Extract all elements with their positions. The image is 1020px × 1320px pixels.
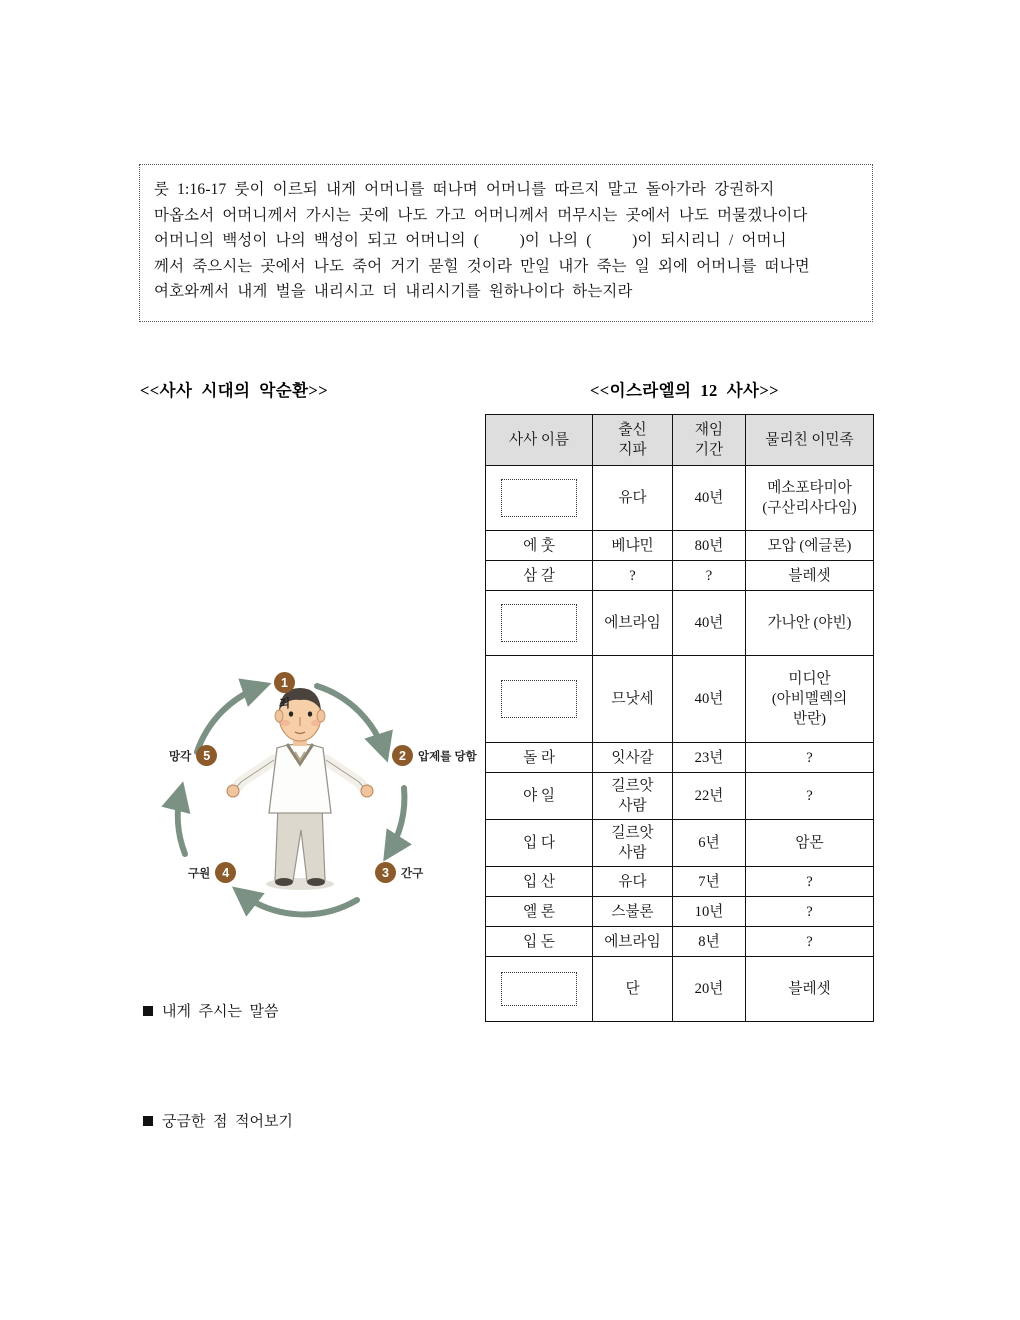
cycle-node-2[interactable] — [392, 745, 477, 766]
cell-tribe — [593, 820, 673, 867]
blank-answer-box[interactable] — [501, 604, 577, 642]
table-row — [486, 867, 874, 897]
table-row — [486, 897, 874, 927]
cycle-node-label: 죄 — [278, 698, 291, 710]
enemy-line: 미디안 — [788, 671, 831, 687]
table-row — [486, 743, 874, 773]
person-illustration — [227, 688, 373, 890]
judges-table — [485, 414, 874, 1022]
header-line: 기간 — [694, 442, 724, 458]
cycle-arrows-svg — [135, 648, 465, 933]
table-row — [486, 531, 874, 561]
cell-tribe: 베냐민 — [593, 531, 673, 561]
cell-judge-name: 에 훗 — [486, 531, 593, 561]
table-header-row — [486, 415, 874, 466]
header-line: 사사 이름 — [508, 432, 570, 448]
cell-enemy: ? — [746, 867, 874, 897]
cell-enemy — [746, 656, 874, 743]
cell-enemy: 블레셋 — [746, 957, 874, 1022]
cell-judge-name: 삼 갈 — [486, 561, 593, 591]
cell-term: 80년 — [673, 531, 746, 561]
header-line: 물리친 이민족 — [765, 432, 854, 448]
prompt-word-label: 내게 주시는 말씀 — [162, 1004, 279, 1020]
cell-judge-name[interactable] — [486, 656, 593, 743]
column-header-enemy — [746, 415, 874, 466]
blank-answer-box[interactable] — [501, 972, 577, 1006]
cycle-node-label: 구원 — [188, 867, 211, 880]
cell-tribe: ? — [593, 561, 673, 591]
cycle-node-number: 2 — [392, 745, 413, 766]
table-row — [486, 591, 874, 656]
cell-enemy: ? — [746, 897, 874, 927]
cell-enemy: ? — [746, 773, 874, 820]
scripture-line: 여호와께서 내게 벌을 내리시고 더 내리시기를 원하나이다 하는지라 — [154, 283, 633, 301]
arrow-1-to-2 — [317, 686, 385, 754]
cell-judge-name: 돌 라 — [486, 743, 593, 773]
blank-answer-box[interactable] — [501, 479, 577, 517]
arrow-4-to-5 — [178, 790, 185, 854]
cell-judge-name: 야 일 — [486, 773, 593, 820]
scripture-line: 어머니의 백성이 나의 백성이 되고 어머니의 ( )이 나의 ( )이 되시리니 / 어머니 — [154, 232, 787, 250]
table-row — [486, 561, 874, 591]
cell-term: 40년 — [673, 656, 746, 743]
cell-tribe: 유다 — [593, 466, 673, 531]
cell-term: 22년 — [673, 773, 746, 820]
sin-cycle-diagram — [135, 648, 477, 933]
cell-judge-name[interactable] — [486, 957, 593, 1022]
scripture-text-box — [139, 164, 873, 322]
blank-answer-box[interactable] — [501, 680, 577, 718]
table-row — [486, 656, 874, 743]
cell-term: 20년 — [673, 957, 746, 1022]
cycle-node-4[interactable] — [188, 862, 236, 883]
header-line: 출신 — [618, 422, 647, 438]
cell-judge-name[interactable] — [486, 466, 593, 531]
table-row — [486, 773, 874, 820]
cell-judge-name: 입 돈 — [486, 927, 593, 957]
scripture-line: 마옵소서 어머니께서 가시는 곳에 나도 가고 어머니께서 머무시는 곳에서 나도 머물겠나이다 — [154, 206, 808, 224]
cell-judge-name: 입 산 — [486, 867, 593, 897]
cell-term: 23년 — [673, 743, 746, 773]
cycle-node-label: 망각 — [169, 750, 192, 763]
bullet-square-icon — [143, 1116, 153, 1126]
cell-enemy: 블레셋 — [746, 561, 874, 591]
cell-term: 40년 — [673, 466, 746, 531]
enemy-line: 메소포타미아 — [767, 480, 852, 496]
cycle-node-label: 간구 — [401, 867, 424, 880]
cell-term: 8년 — [673, 927, 746, 957]
cell-tribe: 에브라임 — [593, 927, 673, 957]
cycle-node-number: 5 — [196, 745, 217, 766]
cell-term: 40년 — [673, 591, 746, 656]
cell-term: 7년 — [673, 867, 746, 897]
table-row — [486, 466, 874, 531]
cycle-node-number: 1 — [274, 672, 295, 693]
tribe-line: 사람 — [618, 845, 647, 861]
cell-tribe: 단 — [593, 957, 673, 1022]
cell-tribe: 잇사갈 — [593, 743, 673, 773]
cell-enemy: ? — [746, 743, 874, 773]
tribe-line: 사람 — [618, 798, 647, 814]
cell-tribe: 에브라임 — [593, 591, 673, 656]
column-header-name — [486, 415, 593, 466]
table-row — [486, 957, 874, 1022]
cell-enemy — [746, 466, 874, 531]
cell-term: 6년 — [673, 820, 746, 867]
cell-enemy: 모압 (에글론) — [746, 531, 874, 561]
cell-tribe: 유다 — [593, 867, 673, 897]
judges-section-title: <<이스라엘의 12 사사>> — [590, 381, 779, 400]
cycle-node-number: 3 — [375, 862, 396, 883]
cell-tribe: 므낫세 — [593, 656, 673, 743]
prompt-question-item — [143, 1110, 293, 1131]
enemy-line: 반란) — [792, 711, 827, 727]
cell-judge-name: 엘 론 — [486, 897, 593, 927]
cycle-node-3[interactable] — [375, 862, 423, 883]
column-header-term — [673, 415, 746, 466]
column-header-tribe — [593, 415, 673, 466]
scripture-line: 룻 1:16-17 룻이 이르되 내게 어머니를 떠나며 어머니를 따르지 말고 돌아가라 강권하지 — [154, 181, 775, 198]
bullet-square-icon — [143, 1006, 153, 1016]
cycle-section-title: <<사사 시대의 악순환>> — [140, 381, 329, 400]
cell-tribe: 스불론 — [593, 897, 673, 927]
header-line: 재임 — [694, 422, 724, 438]
cell-term: ? — [673, 561, 746, 591]
arrow-5-to-1 — [197, 686, 263, 752]
prompt-question-label: 궁금한 점 적어보기 — [162, 1114, 293, 1130]
scripture-line: 께서 죽으시는 곳에서 나도 죽어 거기 묻힐 것이라 만일 내가 죽는 일 외에 어머니를 떠나면 — [154, 257, 810, 275]
tribe-line: 길르앗 — [611, 778, 654, 794]
cycle-node-number: 4 — [215, 862, 236, 883]
cell-term: 10년 — [673, 897, 746, 927]
cell-tribe — [593, 773, 673, 820]
prompt-word-item — [143, 1000, 278, 1021]
table-row — [486, 927, 874, 957]
header-line: 지파 — [618, 442, 647, 458]
cycle-node-label: 압제를 당함 — [418, 750, 477, 763]
cell-judge-name: 입 다 — [486, 820, 593, 867]
cell-judge-name[interactable] — [486, 591, 593, 656]
enemy-line: (구산리사다임) — [762, 500, 857, 516]
tribe-line: 길르앗 — [611, 825, 654, 841]
cell-enemy: ? — [746, 927, 874, 957]
enemy-line: (아비멜렉의 — [771, 691, 848, 707]
arrow-2-to-3 — [388, 788, 404, 854]
table-row — [486, 820, 874, 867]
cell-enemy: 가나안 (야빈) — [746, 591, 874, 656]
cycle-node-1[interactable] — [274, 672, 295, 711]
cycle-node-5[interactable] — [169, 745, 217, 766]
cell-enemy: 암몬 — [746, 820, 874, 867]
arrow-3-to-4 — [239, 892, 357, 914]
